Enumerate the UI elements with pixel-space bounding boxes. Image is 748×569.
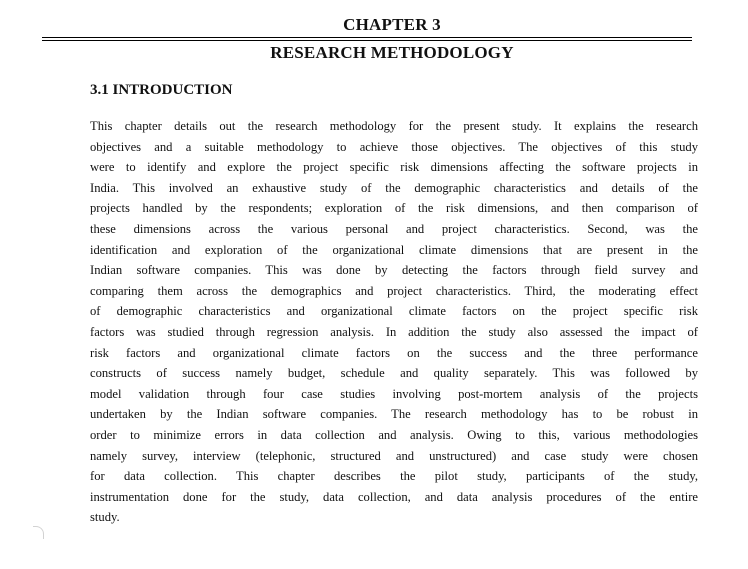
title-rule-top <box>42 37 692 38</box>
chapter-number: CHAPTER 3 <box>343 15 441 34</box>
paragraph-line: of demographic characteristics and organizational climate factors on the project specific risk <box>90 304 698 319</box>
paragraph-line: for data collection. This chapter describes the pilot study, participants of the study, <box>90 469 698 484</box>
paragraph-line: India. This involved an exhaustive study of the demographic characteristics and details of the <box>90 180 698 195</box>
section-heading: 3.1 INTRODUCTION <box>90 82 233 98</box>
paragraph-line: model validation through four case studies involving post-mortem analysis of the projects <box>90 386 698 401</box>
page-corner-mark <box>33 526 44 539</box>
paragraph-line: study. <box>90 510 120 525</box>
paragraph-line: order to minimize errors in data collection and analysis. Owing to this, various methodologies <box>90 427 698 442</box>
paragraph-line: were to identify and explore the project specific risk dimensions affecting the software projects in <box>90 160 698 175</box>
title-rule-bottom <box>42 40 692 41</box>
paragraph-line: Indian software companies. This was done by detecting the factors through field survey and <box>90 263 698 278</box>
paragraph-line: projects handled by the respondents; exploration of the risk dimensions, and then comparison of <box>90 201 698 216</box>
paragraph-line: risk factors and organizational climate factors on the success and the three performance <box>90 345 698 360</box>
paragraph-line: identification and exploration of the organizational climate dimensions that are present in the <box>90 242 698 257</box>
chapter-title: RESEARCH METHODOLOGY <box>270 43 514 62</box>
paragraph-line: instrumentation done for the study, data collection, and data analysis procedures of the entire <box>90 489 698 504</box>
paragraph-line: objectives and a suitable methodology to achieve those objectives. The objectives of this study <box>90 139 698 154</box>
paragraph-line: This chapter details out the research methodology for the present study. It explains the research <box>90 119 698 133</box>
paragraph-line: factors was studied through regression analysis. In addition the study also assessed the impact of <box>90 324 698 339</box>
section-paragraph <box>90 116 698 528</box>
paragraph-line: constructs of success namely budget, schedule and quality separately. This was followed by <box>90 366 698 381</box>
paragraph-line: undertaken by the Indian software companies. The research methodology has to be robust in <box>90 407 698 422</box>
paragraph-line: namely survey, interview (telephonic, structured and unstructured) and case study were chosen <box>90 448 698 463</box>
paragraph-line: comparing them across the demographics and project characteristics. Third, the moderating effect <box>90 283 698 298</box>
paragraph-line: these dimensions across the various personal and project characteristics. Second, was the <box>90 221 698 236</box>
